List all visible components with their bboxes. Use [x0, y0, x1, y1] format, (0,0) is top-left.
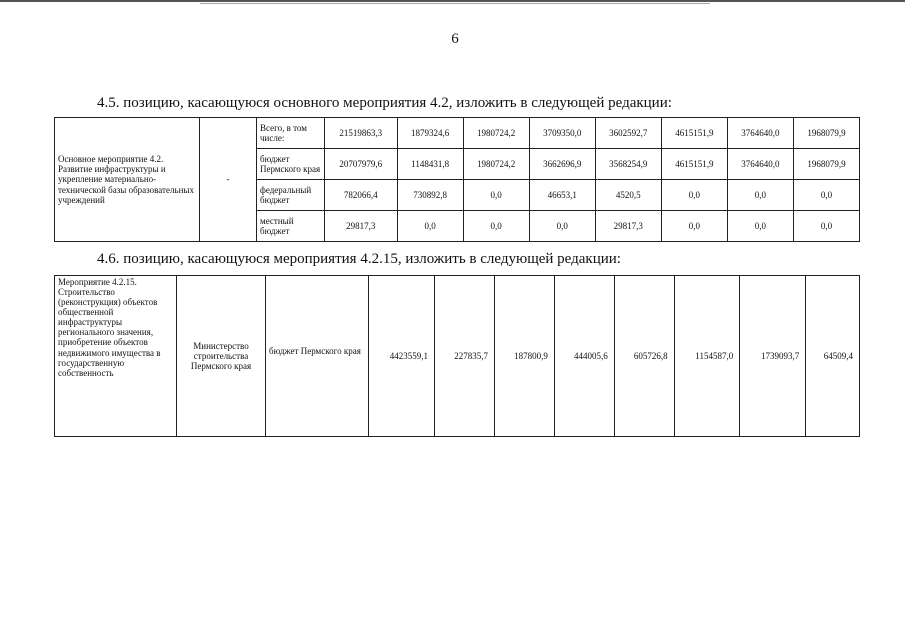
event-name-cell: Основное мероприятие 4.2. Развитие инфраструктуры и укрепление материально-технической базы образовательных учреждений	[55, 118, 200, 242]
value-cell: 782066,4	[325, 180, 398, 211]
value-cell: 0,0	[727, 211, 793, 242]
value-cell: 3662696,9	[529, 149, 595, 180]
value-cell: 4615151,9	[661, 149, 727, 180]
value-cell: 21519863,3	[325, 118, 398, 149]
value-cell: 20707979,6	[325, 149, 398, 180]
executor-cell: Министерство строительства Пермского края	[177, 276, 266, 437]
scan-top-line	[200, 3, 710, 4]
source-cell: бюджет Пермского края	[266, 276, 369, 437]
value-cell: 1968079,9	[793, 149, 859, 180]
value-cell: 1154587,0	[674, 276, 740, 437]
value-cell: 29817,3	[595, 211, 661, 242]
value-cell: 0,0	[727, 180, 793, 211]
value-cell: 1739093,7	[740, 276, 806, 437]
source-cell: местный бюджет	[257, 211, 325, 242]
value-cell: 4520,5	[595, 180, 661, 211]
value-cell: 3764640,0	[727, 118, 793, 149]
table-row	[55, 118, 860, 149]
value-cell: 0,0	[793, 211, 859, 242]
section-46-table	[54, 275, 860, 437]
value-cell: 444005,6	[554, 276, 614, 437]
executor-cell: -	[200, 118, 257, 242]
value-cell: 0,0	[793, 180, 859, 211]
value-cell: 0,0	[661, 180, 727, 211]
section-45-heading: 4.5. позицию, касающуюся основного мероприятия 4.2, изложить в следующей редакции:	[97, 95, 672, 111]
section-45-table	[54, 117, 860, 242]
section-46-heading: 4.6. позицию, касающуюся мероприятия 4.2.15, изложить в следующей редакции:	[97, 251, 621, 267]
value-cell: 730892,8	[397, 180, 463, 211]
value-cell: 605726,8	[614, 276, 674, 437]
value-cell: 29817,3	[325, 211, 398, 242]
source-cell: федеральный бюджет	[257, 180, 325, 211]
value-cell: 3602592,7	[595, 118, 661, 149]
event-name-cell: Мероприятие 4.2.15. Строительство (реконструкция) объектов общественной инфраструктуры регионального значения, приобретение объектов недвижимого имущества в государственную собственность	[55, 276, 177, 437]
value-cell: 3568254,9	[595, 149, 661, 180]
value-cell: 0,0	[529, 211, 595, 242]
value-cell: 1879324,6	[397, 118, 463, 149]
value-cell: 4615151,9	[661, 118, 727, 149]
value-cell: 0,0	[397, 211, 463, 242]
value-cell: 0,0	[661, 211, 727, 242]
value-cell: 3764640,0	[727, 149, 793, 180]
value-cell: 227835,7	[435, 276, 495, 437]
source-cell: Всего, в том числе:	[257, 118, 325, 149]
value-cell: 4423559,1	[369, 276, 435, 437]
value-cell: 64509,4	[806, 276, 860, 437]
value-cell: 187800,9	[494, 276, 554, 437]
page-number: 6	[451, 31, 459, 47]
value-cell: 1980724,2	[463, 149, 529, 180]
value-cell: 3709350,0	[529, 118, 595, 149]
value-cell: 1980724,2	[463, 118, 529, 149]
value-cell: 0,0	[463, 180, 529, 211]
value-cell: 0,0	[463, 211, 529, 242]
table-row	[55, 276, 860, 437]
value-cell: 1968079,9	[793, 118, 859, 149]
scan-top-border	[0, 0, 905, 2]
value-cell: 1148431,8	[397, 149, 463, 180]
value-cell: 46653,1	[529, 180, 595, 211]
source-cell: бюджет Пермского края	[257, 149, 325, 180]
